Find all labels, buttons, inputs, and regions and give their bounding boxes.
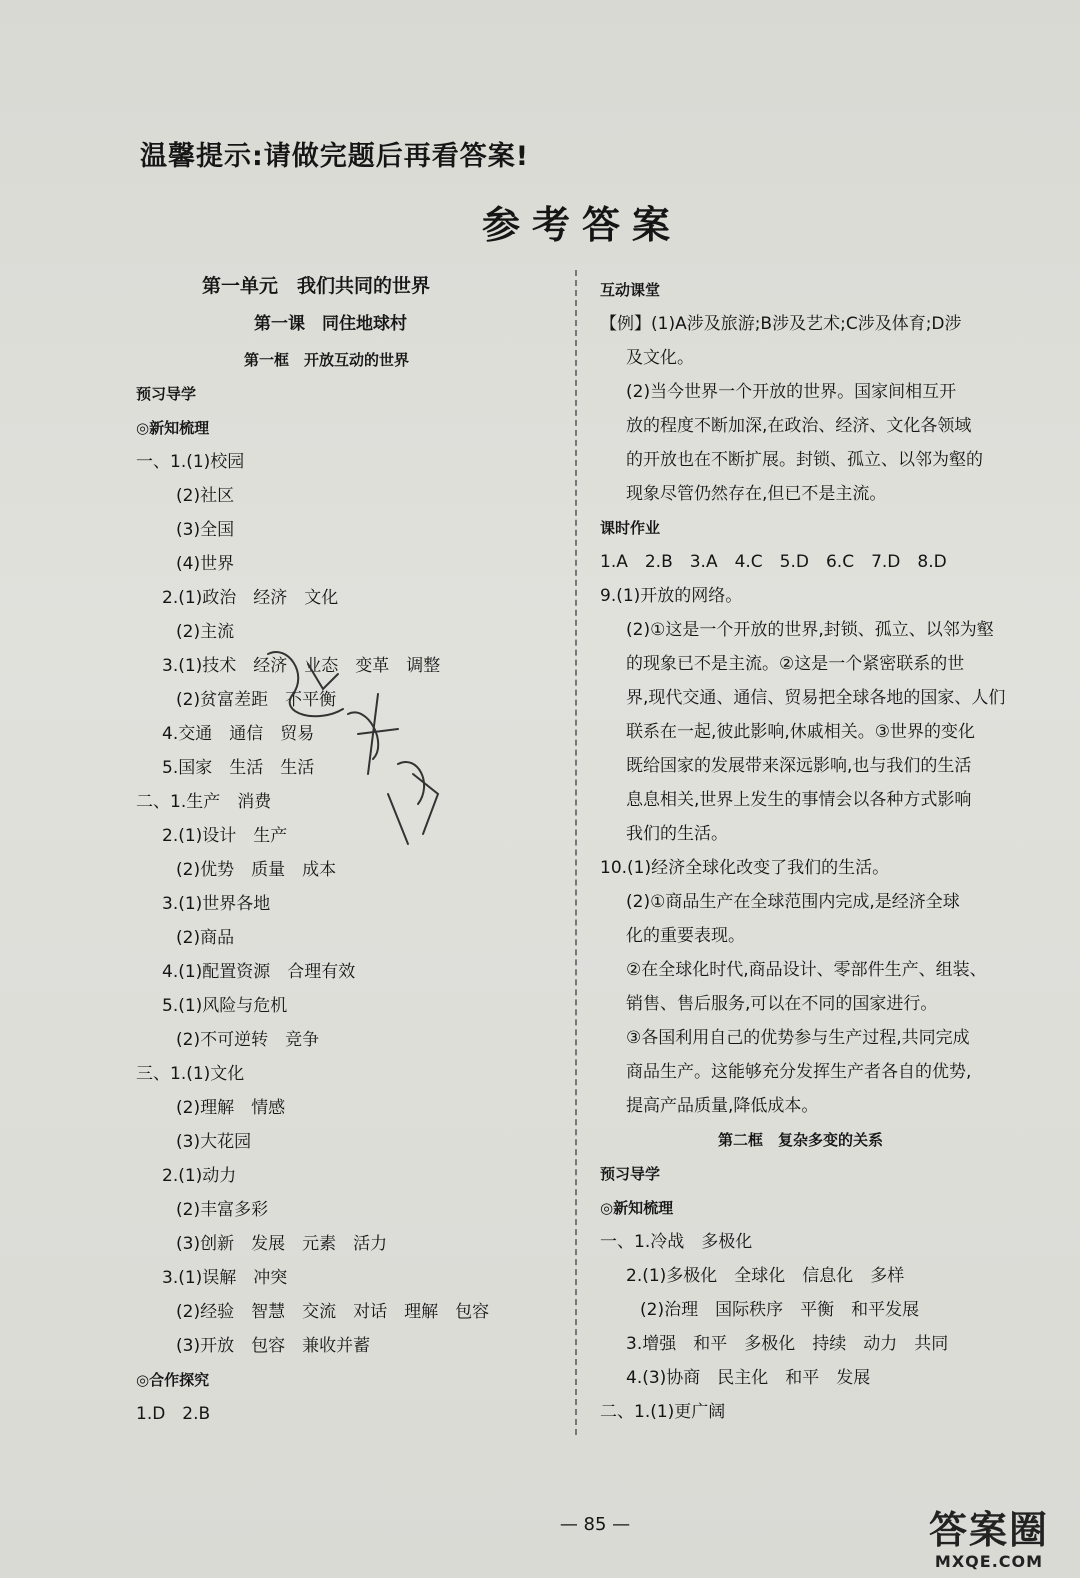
- right-column-line: ②在全球化时代,商品设计、零部件生产、组装、: [626, 960, 987, 980]
- left-column-line: 4.(1)配置资源 合理有效: [162, 962, 356, 982]
- left-column-line: (3)创新 发展 元素 活力: [176, 1234, 388, 1254]
- right-column-line: 我们的生活。: [626, 824, 728, 844]
- left-column-line: (2)丰富多彩: [176, 1200, 269, 1220]
- left-column-line: 1.D 2.B: [136, 1404, 211, 1424]
- right-column-line: 10.(1)经济全球化改变了我们的生活。: [600, 858, 890, 878]
- right-column-line: 现象尽管仍然存在,但已不是主流。: [626, 484, 887, 504]
- left-column-line: (3)大花园: [176, 1132, 252, 1152]
- right-column-line: 销售、售后服务,可以在不同的国家进行。: [626, 994, 938, 1014]
- right-column-line: (2)当今世界一个开放的世界。国家间相互开: [626, 382, 957, 402]
- handwriting-scribble: [248, 634, 458, 854]
- left-column-line: 5.(1)风险与危机: [162, 996, 288, 1016]
- right-column-line: 界,现代交通、通信、贸易把全球各地的国家、人们: [626, 688, 1006, 708]
- right-column-line: (2)治理 国际秩序 平衡 和平发展: [640, 1300, 920, 1320]
- right-column-line: 的开放也在不断扩展。封锁、孤立、以邻为壑的: [626, 450, 983, 470]
- left-column-line: 5.国家 生活 生活: [162, 758, 315, 778]
- page-title: 参考答案: [482, 203, 683, 247]
- left-column-line: (3)全国: [176, 520, 235, 540]
- left-column-line: ◎合作探究: [136, 1371, 210, 1389]
- left-column-line: (4)世界: [176, 554, 235, 574]
- left-column-line: 预习导学: [136, 385, 197, 403]
- right-column-line: 既给国家的发展带来深远影响,也与我们的生活: [626, 756, 972, 776]
- left-column-line: 3.(1)误解 冲突: [162, 1268, 288, 1288]
- left-column-line: 第一框 开放互动的世界: [244, 351, 410, 369]
- right-column-line: (2)①这是一个开放的世界,封锁、孤立、以邻为壑: [626, 620, 994, 640]
- right-column-line: 互动课堂: [600, 281, 661, 299]
- left-column-line: 3.(1)技术 经济 业态 变革 调整: [162, 656, 441, 676]
- right-column-line: 息息相关,世界上发生的事情会以各种方式影响: [626, 790, 972, 810]
- logo-mark: 答案圈: [928, 1508, 1049, 1552]
- left-column-line: ◎新知梳理: [136, 419, 210, 437]
- left-column-line: 二、1.生产 消费: [136, 792, 272, 812]
- right-column-line: 【例】(1)A涉及旅游;B涉及艺术;C涉及体育;D涉: [600, 314, 962, 334]
- left-column-line: 4.交通 通信 贸易: [162, 724, 315, 744]
- right-column-line: 放的程度不断加深,在政治、经济、文化各领域: [626, 416, 972, 436]
- right-column-line: 及文化。: [626, 348, 694, 368]
- page-number: — 85 —: [559, 1514, 631, 1535]
- right-column-line: (2)①商品生产在全球范围内完成,是经济全球: [626, 892, 960, 912]
- right-column-line: 4.(3)协商 民主化 和平 发展: [626, 1368, 871, 1388]
- left-column-line: 一、1.(1)校园: [136, 452, 245, 472]
- left-column-line: 第一课 同住地球村: [254, 314, 407, 334]
- reminder-text: 温馨提示:请做完题后再看答案!: [140, 141, 530, 172]
- right-column-line: ◎新知梳理: [600, 1199, 674, 1217]
- right-column-line: 预习导学: [600, 1165, 661, 1183]
- right-column-line: 的现象已不是主流。②这是一个紧密联系的世: [626, 654, 965, 674]
- left-column-line: (2)商品: [176, 928, 235, 948]
- left-column-line: (2)经验 智慧 交流 对话 理解 包容: [176, 1302, 490, 1322]
- left-column-line: (2)理解 情感: [176, 1098, 286, 1118]
- left-column-line: (2)贫富差距 不平衡: [176, 690, 337, 710]
- right-column-line: ③各国利用自己的优势参与生产过程,共同完成: [626, 1028, 970, 1048]
- right-column-line: 联系在一起,彼此影响,休戚相关。③世界的变化: [626, 722, 976, 742]
- right-column-line: 商品生产。这能够充分发挥生产者各自的优势,: [626, 1062, 972, 1082]
- right-column-line: 9.(1)开放的网络。: [600, 586, 743, 606]
- left-column-line: 三、1.(1)文化: [136, 1064, 245, 1084]
- right-column-line: 化的重要表现。: [626, 926, 745, 946]
- right-column-line: 第二框 复杂多变的关系: [718, 1131, 884, 1149]
- left-column-line: 2.(1)政治 经济 文化: [162, 588, 339, 608]
- left-column-line: (3)开放 包容 兼收并蓄: [176, 1336, 371, 1356]
- right-column-line: 1.A 2.B 3.A 4.C 5.D 6.C 7.D 8.D: [600, 552, 947, 572]
- left-column-line: (2)优势 质量 成本: [176, 860, 337, 880]
- left-column-line: (2)主流: [176, 622, 235, 642]
- left-column-line: 第一单元 我们共同的世界: [202, 275, 431, 297]
- right-column-line: 2.(1)多极化 全球化 信息化 多样: [626, 1266, 905, 1286]
- right-column-line: 提高产品质量,降低成本。: [626, 1096, 819, 1116]
- right-column-line: 课时作业: [600, 519, 661, 537]
- left-column-line: 2.(1)动力: [162, 1166, 237, 1186]
- left-column-line: (2)不可逆转 竞争: [176, 1030, 320, 1050]
- left-column-line: (2)社区: [176, 486, 235, 506]
- right-column-line: 3.增强 和平 多极化 持续 动力 共同: [626, 1334, 949, 1354]
- site-watermark-logo: [906, 1504, 1072, 1574]
- left-column-line: 2.(1)设计 生产: [162, 826, 288, 846]
- left-column-line: 3.(1)世界各地: [162, 894, 271, 914]
- right-column-line: 一、1.冷战 多极化: [600, 1232, 753, 1252]
- right-column-line: 二、1.(1)更广阔: [600, 1402, 726, 1422]
- logo-url: MXQE.COM: [934, 1552, 1044, 1571]
- column-divider: [575, 270, 577, 1435]
